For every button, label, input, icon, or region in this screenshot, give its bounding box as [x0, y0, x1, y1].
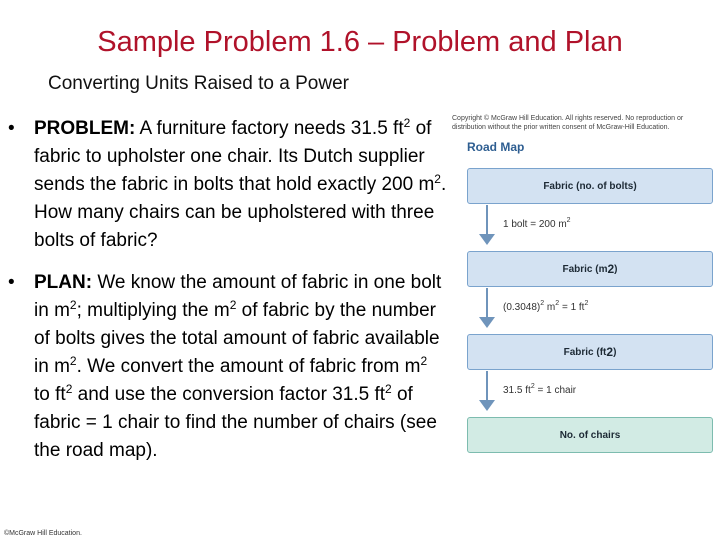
- plan-text-1: We know the amount of fabric in one bolt in m: [34, 272, 442, 321]
- superscript: 2: [540, 300, 545, 307]
- plan-text-7: of fabric = 1 chair to find the number of chairs (see the road map).: [34, 384, 437, 461]
- plan-text-6: and use the conversion factor 31.5 ft: [72, 384, 386, 405]
- down-arrow-icon: [479, 205, 495, 245]
- plan-label: PLAN:: [34, 272, 93, 293]
- superscript: 2: [566, 217, 571, 224]
- step-label: No. of chairs: [559, 429, 621, 441]
- roadmap-step-chairs: [467, 417, 713, 453]
- down-arrow-icon: [479, 288, 495, 328]
- superscript: 2: [530, 383, 535, 390]
- roadmap-step-bolts: [467, 168, 713, 204]
- roadmap-title: Road Map: [467, 140, 525, 154]
- slide-subtitle: Converting Units Raised to a Power: [48, 73, 349, 94]
- superscript: 2: [229, 298, 237, 312]
- superscript: 2: [69, 354, 77, 368]
- conversion-text: 31.5 ft: [503, 385, 531, 396]
- superscript: 2: [555, 300, 560, 307]
- bullet-dot-icon: •: [8, 118, 15, 139]
- plan-text-4: . We convert the amount of fabric from m: [76, 356, 421, 377]
- plan-text-5: to ft: [34, 384, 66, 405]
- plan-text-3: of fabric by the number of bolts gives the total amount of fabric available in m: [34, 300, 440, 377]
- footer-credit: ©McGraw Hill Education.: [4, 530, 82, 537]
- step-label: Fabric (no. of bolts): [543, 180, 637, 192]
- roadmap-step-ft2: Fabric (ft 2 ): [467, 334, 713, 370]
- problem-label: PROBLEM:: [34, 118, 136, 139]
- conversion-text: = 1 chair: [534, 385, 577, 396]
- conversion-text: = 1 ft: [559, 302, 585, 313]
- step-label-suffix: ): [614, 263, 618, 275]
- slide-title: Sample Problem 1.6 – Problem and Plan: [97, 26, 623, 58]
- conversion-ft2-to-chair: [503, 385, 576, 396]
- superscript: 2: [69, 298, 77, 312]
- superscript: 2: [434, 172, 441, 186]
- step-label: Fabric (m: [562, 263, 608, 275]
- conversion-text: 1 bolt = 200 m: [503, 219, 567, 230]
- superscript: 2: [65, 382, 73, 396]
- superscript: 2: [584, 300, 589, 307]
- plan-text-2: ; multiplying the m: [76, 300, 230, 321]
- superscript: 2: [420, 354, 428, 368]
- conversion-bolt-to-m2: [503, 219, 571, 230]
- roadmap-step-m2: Fabric (m 2 ): [467, 251, 713, 287]
- superscript: 2: [385, 382, 392, 396]
- problem-bullet: [8, 115, 448, 255]
- bullet-list: [8, 115, 448, 479]
- problem-text-3: . How many chairs can be upholstered with three bolts of fabric?: [34, 174, 447, 251]
- problem-text-2: of fabric to upholster one chair. Its Dutch supplier sends the fabric in bolts that hold exactly 200 m: [34, 118, 435, 195]
- superscript: 2: [403, 116, 411, 130]
- conversion-m2-to-ft2: [503, 302, 588, 313]
- figure-copyright: Copyright © McGraw Hill Education. All rights reserved. No reproduction or distribution without the prior written consent of McGraw-Hill Education.: [452, 115, 684, 131]
- bullet-dot-icon: •: [8, 272, 15, 293]
- down-arrow-icon: [479, 371, 495, 411]
- step-label-suffix: ): [613, 346, 617, 358]
- conversion-text: m: [544, 302, 556, 313]
- problem-text-1: A furniture factory needs 31.5 ft: [135, 118, 404, 139]
- conversion-text: (0.3048): [503, 302, 541, 313]
- step-label: Fabric (ft: [563, 346, 607, 358]
- plan-bullet: [8, 269, 448, 465]
